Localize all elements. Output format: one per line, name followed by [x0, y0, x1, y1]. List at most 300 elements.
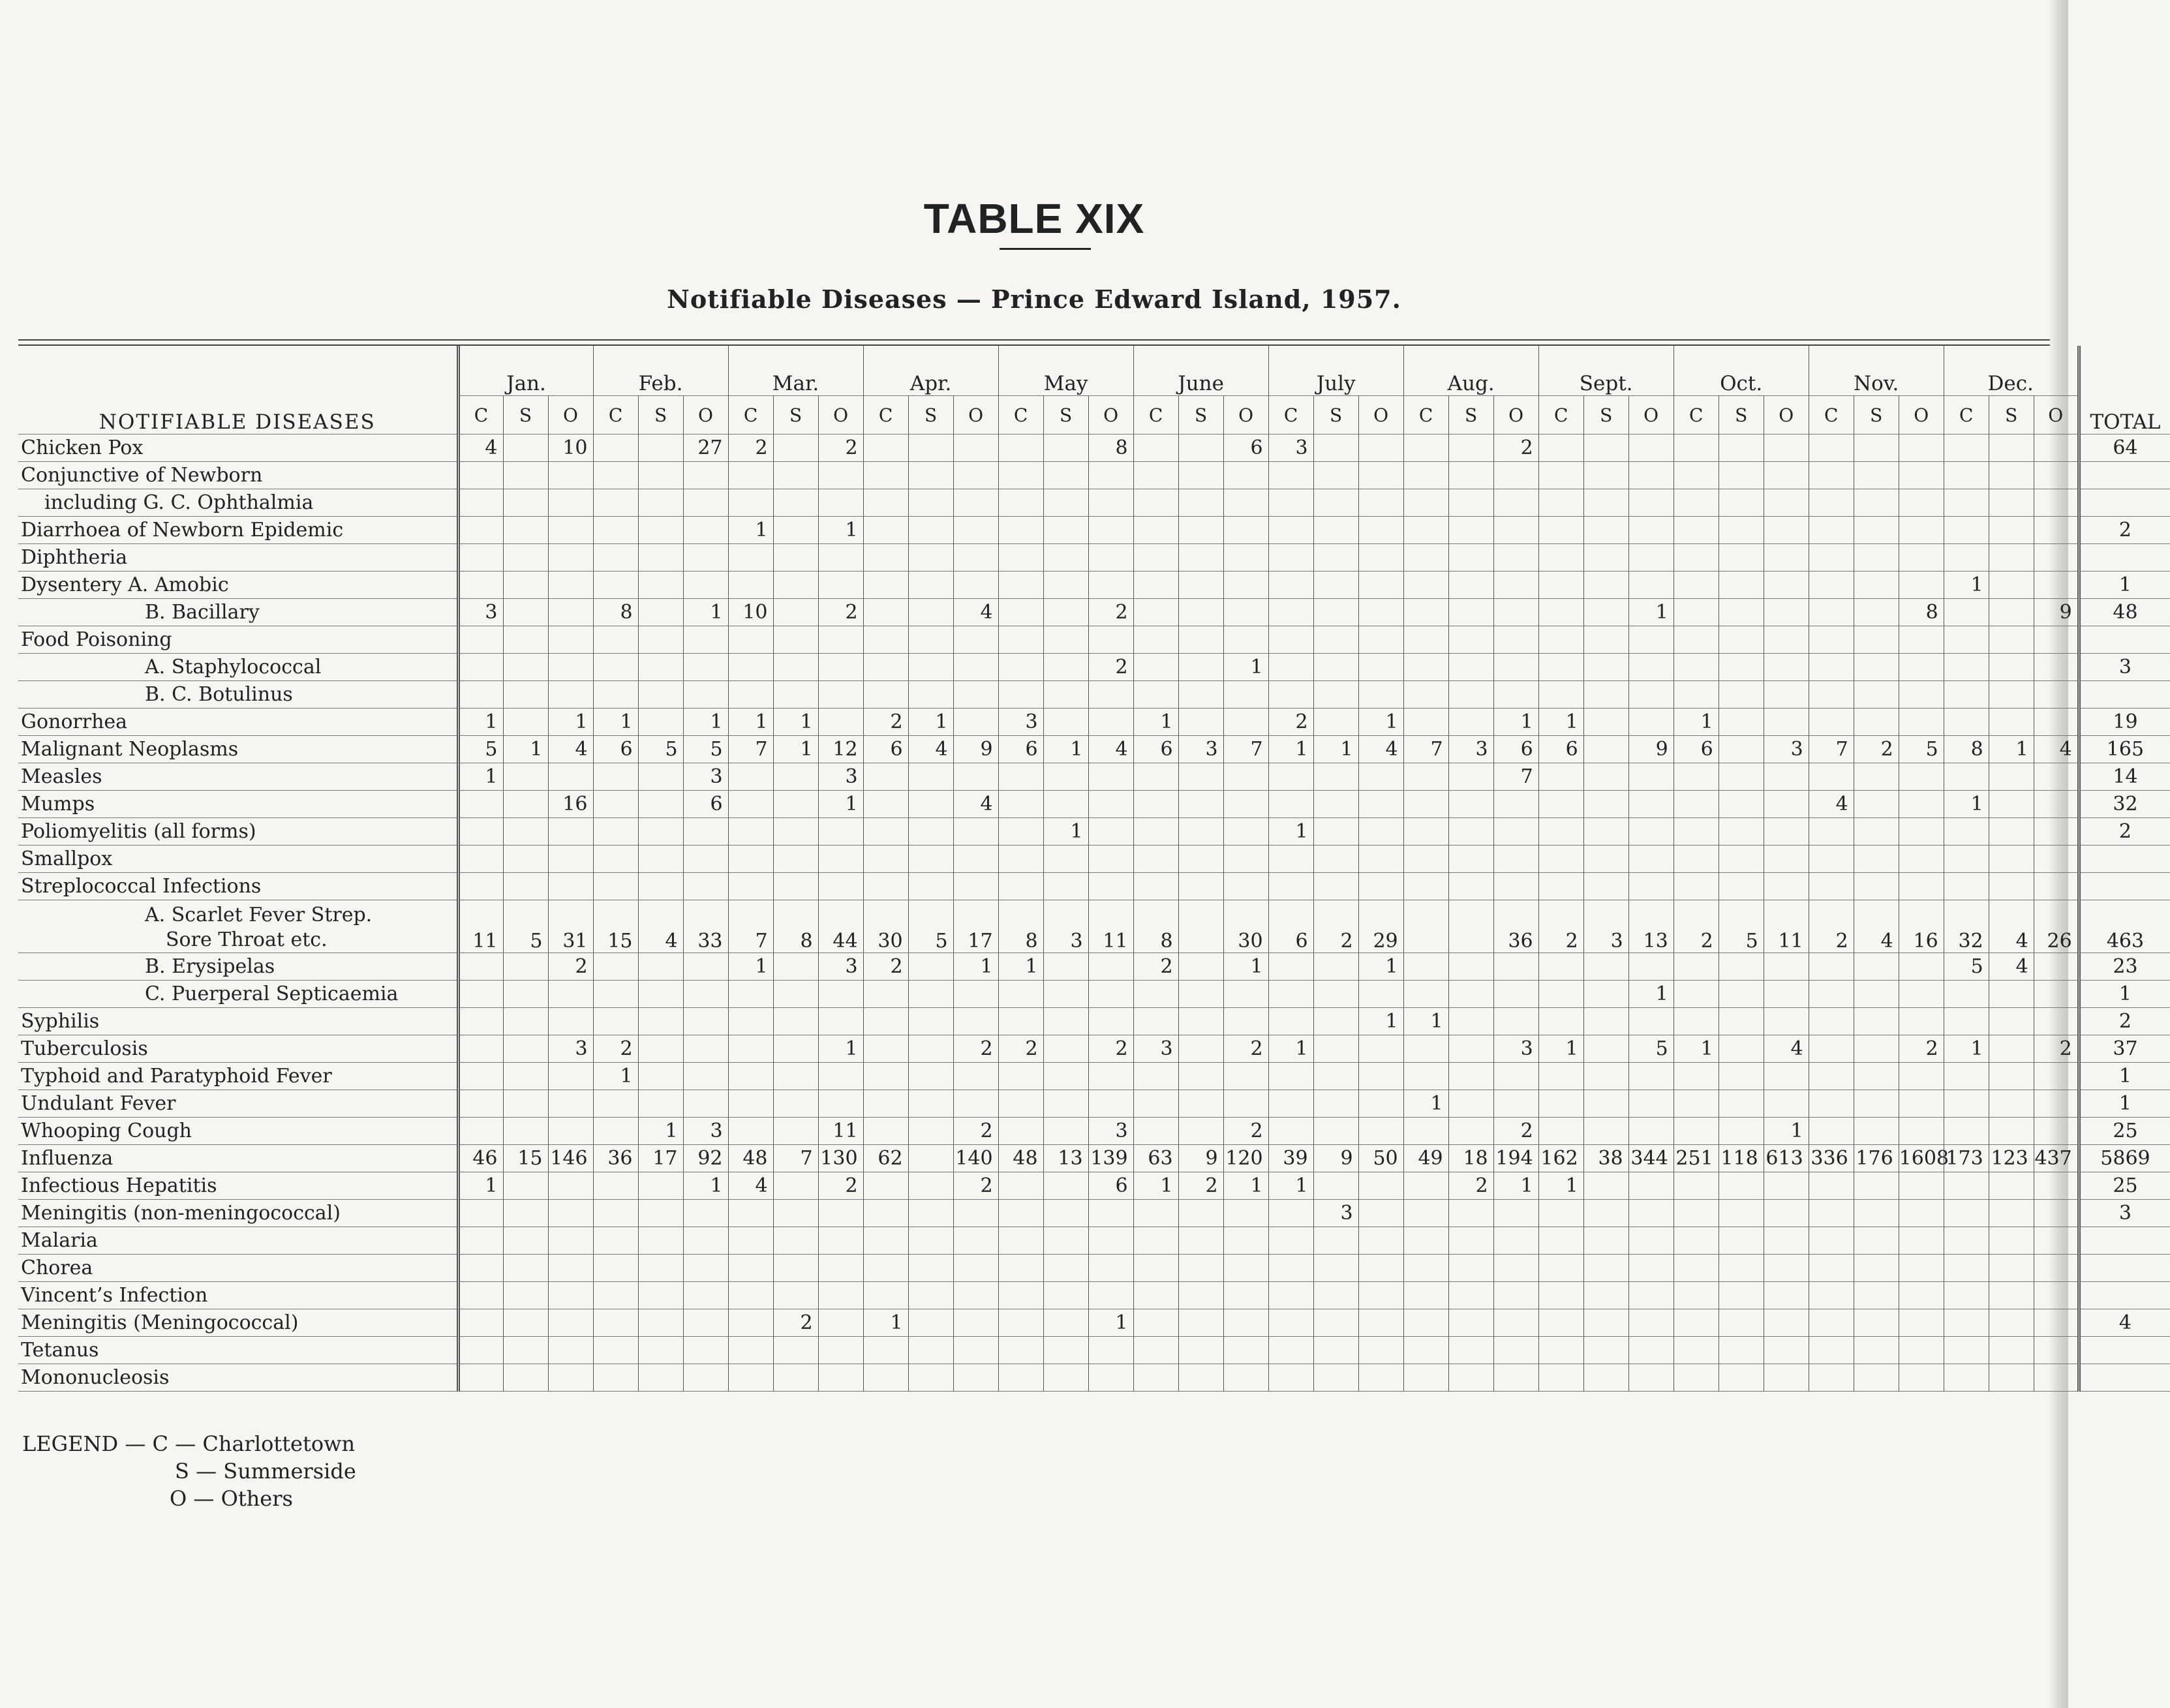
count-cell [1043, 1090, 1088, 1118]
count-cell [458, 1282, 503, 1309]
month-header: Aug. [1403, 346, 1538, 396]
count-cell [1899, 1172, 1944, 1200]
count-cell [458, 681, 503, 709]
count-cell [1268, 1282, 1313, 1309]
count-cell [1178, 489, 1223, 517]
count-cell [998, 1309, 1043, 1337]
count-cell [953, 681, 998, 709]
count-cell: 1 [1268, 1172, 1313, 1200]
count-cell [1673, 1255, 1719, 1282]
subcolumn-header: C [728, 396, 773, 435]
count-cell [2034, 846, 2079, 873]
count-cell: 613 [1764, 1145, 1809, 1172]
count-cell [1043, 1035, 1088, 1063]
count-cell [1583, 1227, 1628, 1255]
count-cell [1313, 846, 1358, 873]
count-cell [1493, 1255, 1538, 1282]
count-cell [1583, 1063, 1628, 1090]
count-cell [728, 1282, 773, 1309]
count-cell [638, 1035, 683, 1063]
count-cell [998, 981, 1043, 1008]
subcolumn-header: C [863, 396, 908, 435]
count-cell [1944, 626, 1989, 654]
count-cell: 5 [1719, 900, 1764, 953]
count-cell: 5 [683, 736, 728, 763]
total-cell: 32 [2079, 791, 2170, 818]
count-cell [1719, 791, 1764, 818]
subcolumn-header: C [458, 396, 503, 435]
count-cell [1313, 981, 1358, 1008]
count-cell [1944, 1008, 1989, 1035]
count-cell [1538, 1309, 1583, 1337]
count-cell [593, 1337, 638, 1364]
count-cell [1673, 489, 1719, 517]
count-cell [1493, 681, 1538, 709]
count-cell [1223, 709, 1268, 736]
subcolumn-header: O [818, 396, 863, 435]
legend-line-2: S — Summerside [175, 1459, 356, 1484]
count-cell [2034, 1200, 2079, 1227]
count-cell [1538, 462, 1583, 489]
count-cell [458, 1227, 503, 1255]
count-cell [1854, 572, 1899, 599]
count-cell [1223, 489, 1268, 517]
count-cell [818, 489, 863, 517]
count-cell: 2 [953, 1172, 998, 1200]
count-cell [1358, 1282, 1403, 1309]
count-cell [1583, 818, 1628, 846]
count-cell [1403, 1282, 1448, 1309]
count-cell [1538, 846, 1583, 873]
subcolumn-header: C [1403, 396, 1448, 435]
count-cell [1719, 1118, 1764, 1145]
count-cell [1989, 1337, 2034, 1364]
count-cell [1403, 544, 1448, 572]
count-cell [1989, 1364, 2034, 1392]
count-cell [728, 1063, 773, 1090]
count-cell [1854, 626, 1899, 654]
count-cell [593, 654, 638, 681]
count-cell [1268, 626, 1313, 654]
count-cell: 2 [728, 435, 773, 462]
count-cell: 27 [683, 435, 728, 462]
count-cell [1178, 1118, 1223, 1145]
count-cell: 11 [1088, 900, 1133, 953]
count-cell: 4 [1989, 953, 2034, 981]
count-cell [1088, 489, 1133, 517]
count-cell [1133, 1309, 1178, 1337]
count-cell [1854, 1282, 1899, 1309]
count-cell: 1 [593, 709, 638, 736]
count-cell [953, 709, 998, 736]
count-cell: 9 [1178, 1145, 1223, 1172]
count-cell [728, 873, 773, 900]
disease-label: Typhoid and Paratyphoid Fever [18, 1063, 458, 1090]
count-cell [458, 1200, 503, 1227]
count-cell [1628, 1255, 1673, 1282]
table-row [18, 1364, 2170, 1392]
count-cell [2034, 1008, 2079, 1035]
count-cell [548, 763, 593, 791]
count-cell [1854, 953, 1899, 981]
count-cell [863, 654, 908, 681]
count-cell: 1 [773, 736, 818, 763]
count-cell [1989, 435, 2034, 462]
count-cell [1719, 1337, 1764, 1364]
count-cell [638, 517, 683, 544]
count-cell [548, 489, 593, 517]
count-cell [1043, 846, 1088, 873]
disease-label: Tetanus [18, 1337, 458, 1364]
count-cell [1944, 1118, 1989, 1145]
count-cell [503, 709, 548, 736]
count-cell [1313, 654, 1358, 681]
subcolumn-header: S [1719, 396, 1764, 435]
count-cell [1403, 1035, 1448, 1063]
count-cell [1133, 517, 1178, 544]
count-cell [773, 681, 818, 709]
total-cell: 48 [2079, 599, 2170, 626]
count-cell [638, 1309, 683, 1337]
count-cell [1809, 1337, 1854, 1364]
subcolumn-header: C [1133, 396, 1178, 435]
count-cell [548, 544, 593, 572]
count-cell [1403, 1337, 1448, 1364]
count-cell [1809, 846, 1854, 873]
count-cell [728, 462, 773, 489]
count-cell [1989, 572, 2034, 599]
table-row [18, 1227, 2170, 1255]
count-cell [1944, 846, 1989, 873]
count-cell [1358, 681, 1403, 709]
count-cell [1628, 1118, 1673, 1145]
count-cell [1133, 599, 1178, 626]
count-cell [1223, 1255, 1268, 1282]
count-cell [1493, 873, 1538, 900]
count-cell [1448, 435, 1493, 462]
count-cell [1538, 1337, 1583, 1364]
count-cell [1628, 1337, 1673, 1364]
count-cell [458, 1063, 503, 1090]
count-cell [1448, 572, 1493, 599]
total-cell [2079, 1227, 2170, 1255]
count-cell [1764, 681, 1809, 709]
count-cell [1178, 599, 1223, 626]
count-cell [1944, 681, 1989, 709]
count-cell [1809, 1172, 1854, 1200]
count-cell [1854, 1200, 1899, 1227]
count-cell: 1 [908, 709, 953, 736]
count-cell [953, 1200, 998, 1227]
count-cell [908, 846, 953, 873]
total-cell [2079, 544, 2170, 572]
count-cell [458, 981, 503, 1008]
total-cell: 5869 [2079, 1145, 2170, 1172]
count-cell [1764, 654, 1809, 681]
count-cell [1178, 462, 1223, 489]
count-cell [458, 791, 503, 818]
count-cell [1989, 873, 2034, 900]
count-cell: 173 [1944, 1145, 1989, 1172]
count-cell [908, 1145, 953, 1172]
count-cell [1628, 791, 1673, 818]
count-cell [1673, 517, 1719, 544]
count-cell [1854, 1035, 1899, 1063]
count-cell [773, 1035, 818, 1063]
table-row [18, 846, 2170, 873]
count-cell [638, 1364, 683, 1392]
count-cell [1403, 517, 1448, 544]
count-cell [863, 435, 908, 462]
count-cell [1673, 1090, 1719, 1118]
count-cell [1403, 1309, 1448, 1337]
count-cell [818, 1282, 863, 1309]
count-cell [1178, 791, 1223, 818]
count-cell [1493, 1063, 1538, 1090]
count-cell [1673, 435, 1719, 462]
subcolumn-header: S [1448, 396, 1493, 435]
count-cell [1178, 654, 1223, 681]
count-cell [638, 654, 683, 681]
count-cell [1989, 599, 2034, 626]
count-cell: 2 [1223, 1035, 1268, 1063]
count-cell [548, 681, 593, 709]
count-cell [1764, 599, 1809, 626]
count-cell [1583, 544, 1628, 572]
count-cell: 50 [1358, 1145, 1403, 1172]
count-cell [998, 462, 1043, 489]
count-cell [1043, 1282, 1088, 1309]
count-cell [638, 489, 683, 517]
count-cell [1719, 1090, 1764, 1118]
count-cell [1538, 1282, 1583, 1309]
count-cell [503, 462, 548, 489]
count-cell [1854, 791, 1899, 818]
count-cell [1178, 544, 1223, 572]
count-cell [1448, 489, 1493, 517]
count-cell [998, 763, 1043, 791]
subcolumn-header: S [1854, 396, 1899, 435]
count-cell [1358, 1227, 1403, 1255]
count-cell [1583, 846, 1628, 873]
count-cell [773, 654, 818, 681]
count-cell [1628, 818, 1673, 846]
count-cell [638, 1200, 683, 1227]
count-cell [1313, 1172, 1358, 1200]
count-cell: 5 [1944, 953, 1989, 981]
count-cell [1088, 544, 1133, 572]
count-cell [1899, 1008, 1944, 1035]
count-cell [728, 1255, 773, 1282]
count-cell [1403, 1200, 1448, 1227]
count-cell: 2 [1538, 900, 1583, 953]
count-cell [683, 1364, 728, 1392]
count-cell [503, 1364, 548, 1392]
count-cell [1538, 544, 1583, 572]
count-cell: 2 [1133, 953, 1178, 981]
subcolumn-header: S [1178, 396, 1223, 435]
count-cell [683, 1309, 728, 1337]
count-cell [863, 818, 908, 846]
count-cell: 10 [548, 435, 593, 462]
count-cell: 1 [1673, 709, 1719, 736]
count-cell [1043, 462, 1088, 489]
count-cell [818, 1227, 863, 1255]
count-cell [773, 572, 818, 599]
count-cell [908, 435, 953, 462]
count-cell [773, 1200, 818, 1227]
total-cell: 3 [2079, 654, 2170, 681]
count-cell [548, 1364, 593, 1392]
count-cell [593, 1008, 638, 1035]
count-cell [1719, 953, 1764, 981]
count-cell [1313, 818, 1358, 846]
count-cell [1043, 1008, 1088, 1035]
count-cell [1854, 517, 1899, 544]
count-cell [1854, 435, 1899, 462]
count-cell [1223, 1090, 1268, 1118]
count-cell [1809, 953, 1854, 981]
count-cell [1358, 544, 1403, 572]
count-cell [1133, 818, 1178, 846]
table-row [18, 626, 2170, 654]
count-cell [1178, 517, 1223, 544]
total-cell: 463 [2079, 900, 2170, 953]
count-cell [1538, 1255, 1583, 1282]
count-cell [773, 599, 818, 626]
count-cell [1268, 1227, 1313, 1255]
count-cell [638, 1255, 683, 1282]
count-cell [1133, 1200, 1178, 1227]
count-cell [1268, 1008, 1313, 1035]
count-cell [728, 1118, 773, 1145]
count-cell [1583, 1282, 1628, 1309]
count-cell [1088, 818, 1133, 846]
disease-label: Dysentery A. Amobic [18, 572, 458, 599]
count-cell: 4 [953, 599, 998, 626]
count-cell [818, 1090, 863, 1118]
count-cell [1673, 599, 1719, 626]
count-cell [908, 1227, 953, 1255]
count-cell [998, 791, 1043, 818]
count-cell: 1 [863, 1309, 908, 1337]
count-cell [1764, 873, 1809, 900]
count-cell: 2 [953, 1118, 998, 1145]
count-cell: 2 [1178, 1172, 1223, 1200]
count-cell: 36 [593, 1145, 638, 1172]
count-cell [638, 681, 683, 709]
count-cell [593, 763, 638, 791]
count-cell: 1 [818, 1035, 863, 1063]
count-cell [1493, 1309, 1538, 1337]
count-cell [1673, 1337, 1719, 1364]
count-cell [1358, 1337, 1403, 1364]
count-cell [1989, 846, 2034, 873]
count-cell [1989, 709, 2034, 736]
count-cell [2034, 873, 2079, 900]
table-row [18, 489, 2170, 517]
count-cell [503, 1008, 548, 1035]
count-cell [773, 981, 818, 1008]
count-cell [1944, 1309, 1989, 1337]
count-cell [1899, 709, 1944, 736]
count-cell [1809, 599, 1854, 626]
table-row [18, 1090, 2170, 1118]
count-cell [908, 517, 953, 544]
count-cell [863, 489, 908, 517]
count-cell [728, 846, 773, 873]
count-cell [773, 953, 818, 981]
count-cell [2034, 626, 2079, 654]
count-cell [2034, 818, 2079, 846]
count-cell [1628, 846, 1673, 873]
count-cell [818, 544, 863, 572]
count-cell [1854, 846, 1899, 873]
count-cell [998, 1090, 1043, 1118]
count-cell: 2 [998, 1035, 1043, 1063]
count-cell [1673, 763, 1719, 791]
total-cell [2079, 489, 2170, 517]
count-cell: 2 [863, 709, 908, 736]
count-cell [728, 489, 773, 517]
count-cell [458, 1118, 503, 1145]
count-cell [1223, 544, 1268, 572]
count-cell [2034, 1118, 2079, 1145]
count-cell [1088, 1063, 1133, 1090]
count-cell [1809, 1309, 1854, 1337]
count-cell [1313, 1364, 1358, 1392]
disease-label: Influenza [18, 1145, 458, 1172]
count-cell [1178, 1309, 1223, 1337]
count-cell [1854, 489, 1899, 517]
count-cell [1448, 873, 1493, 900]
count-cell [1809, 1035, 1854, 1063]
count-cell [1133, 1282, 1178, 1309]
count-cell [1268, 462, 1313, 489]
count-cell [1944, 435, 1989, 462]
count-cell [863, 846, 908, 873]
subcolumn-header: O [1223, 396, 1268, 435]
count-cell [2034, 517, 2079, 544]
count-cell [1043, 763, 1088, 791]
count-cell [683, 626, 728, 654]
subcolumn-header: C [1673, 396, 1719, 435]
count-cell [818, 818, 863, 846]
disease-label: Malignant Neoplasms [18, 736, 458, 763]
count-cell [1358, 791, 1403, 818]
count-cell: 6 [593, 736, 638, 763]
count-cell [953, 654, 998, 681]
count-cell [908, 873, 953, 900]
count-cell [458, 1337, 503, 1364]
count-cell [1448, 544, 1493, 572]
count-cell [1944, 489, 1989, 517]
title-underline [1000, 248, 1091, 250]
count-cell: 4 [458, 435, 503, 462]
count-cell [1403, 572, 1448, 599]
count-cell [1628, 873, 1673, 900]
count-cell [1673, 1200, 1719, 1227]
count-cell: 17 [638, 1145, 683, 1172]
count-cell [1268, 1364, 1313, 1392]
count-cell [908, 654, 953, 681]
count-cell [548, 873, 593, 900]
count-cell [1448, 1008, 1493, 1035]
count-cell: 139 [1088, 1145, 1133, 1172]
count-cell [1538, 1200, 1583, 1227]
count-cell [1854, 654, 1899, 681]
count-cell: 1 [1628, 981, 1673, 1008]
